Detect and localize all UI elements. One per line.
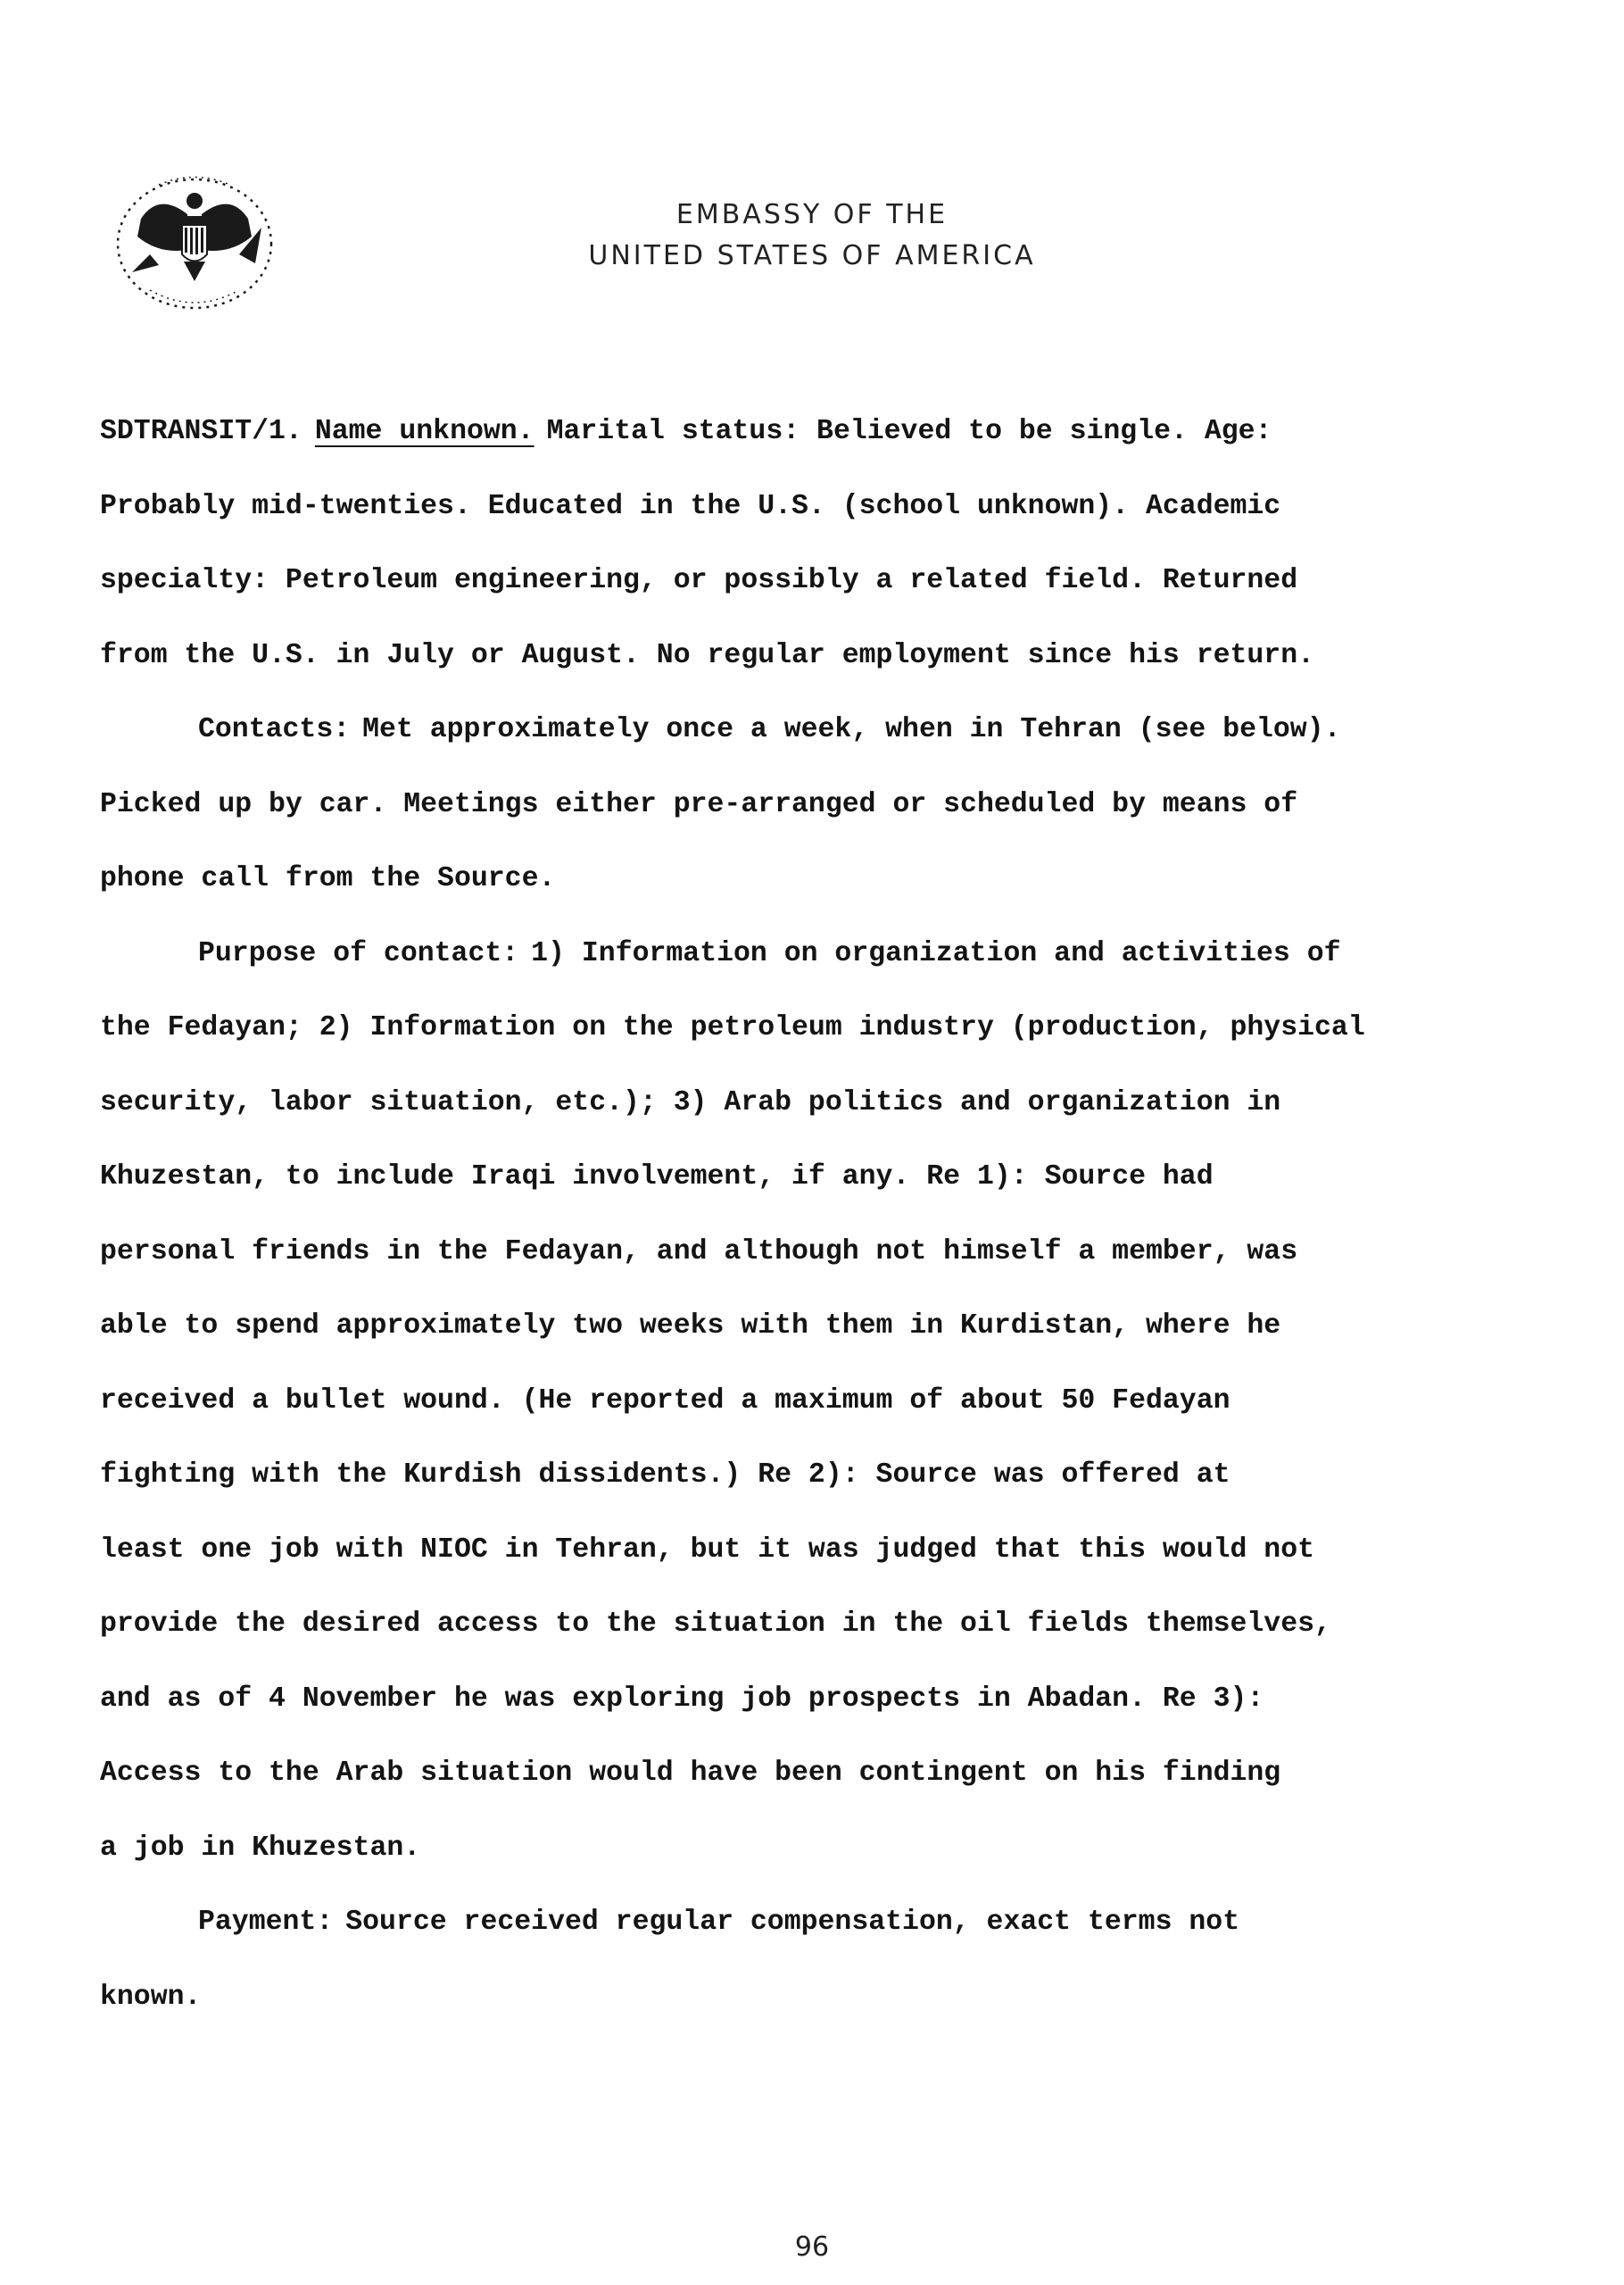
text-span: Met approximately once a week, when in Tehran (see below). <box>362 714 1341 745</box>
text-span: 1) Information on organization and activities of <box>531 937 1341 969</box>
text-line: and as of 4 November he was exploring job prospects in Abadan. Re 3): <box>100 1683 1264 1715</box>
text-line: received a bullet wound. (He reported a maximum of about 50 Fedayan <box>100 1384 1230 1417</box>
purpose-label: Purpose of contact: <box>198 937 519 969</box>
text-line <box>100 395 1492 469</box>
text-line: able to spend approximately two weeks with them in Kurdistan, where he <box>100 1310 1281 1342</box>
letterhead-line-1: EMBASSY OF THE <box>675 199 949 230</box>
letterhead-line-2: UNITED STATES OF AMERICA <box>588 240 1036 271</box>
text-line: phone call from the Source. <box>100 863 556 894</box>
text-line: a job in Khuzestan. <box>100 1832 421 1864</box>
payment-paragraph-start <box>100 1885 1492 1960</box>
contacts-label: Contacts: <box>198 714 351 745</box>
text-line: Access to the Arab situation would have been contingent on his finding <box>100 1757 1281 1789</box>
text-line: provide the desired access to the situation in the oil fields themselves, <box>100 1608 1331 1640</box>
text-line: security, labor situation, etc.); 3) Arab politics and organization in <box>100 1086 1281 1118</box>
purpose-paragraph-start <box>100 917 1492 992</box>
text-span: Marital status: Believed to be single. Age: <box>546 416 1272 447</box>
text-line: Khuzestan, to include Iraqi involvement, if any. Re 1): Source had <box>100 1161 1214 1192</box>
text-line: specialty: Petroleum engineering, or possibly a related field. Returned <box>100 565 1298 596</box>
embassy-seal-icon <box>105 165 284 317</box>
text-line: known. <box>100 1981 202 2013</box>
text-span: Source received regular compensation, exact terms not <box>345 1907 1240 1938</box>
text-line: from the U.S. in July or August. No regular employment since his return. <box>100 639 1315 671</box>
payment-label: Payment: <box>198 1907 334 1938</box>
contacts-paragraph-start <box>100 693 1492 768</box>
subject-name: Name unknown. <box>314 416 534 447</box>
document-body <box>100 395 1492 2034</box>
text-line: fighting with the Kurdish dissidents.) Re 2): Source was offered at <box>100 1459 1230 1491</box>
text-line: least one job with NIOC in Tehran, but it was judged that this would not <box>100 1533 1315 1566</box>
text-line: personal friends in the Fedayan, and although not himself a member, was <box>100 1235 1298 1267</box>
subject-id: SDTRANSIT/1. <box>100 416 302 447</box>
page-number: 96 <box>794 2231 830 2263</box>
letterhead <box>500 195 1124 277</box>
text-line: Probably mid-twenties. Educated in the U.S. (school unknown). Academic <box>100 490 1281 522</box>
text-line: Picked up by car. Meetings either pre-arranged or scheduled by means of <box>100 788 1298 820</box>
text-line: the Fedayan; 2) Information on the petroleum industry (production, physical <box>100 1012 1365 1043</box>
